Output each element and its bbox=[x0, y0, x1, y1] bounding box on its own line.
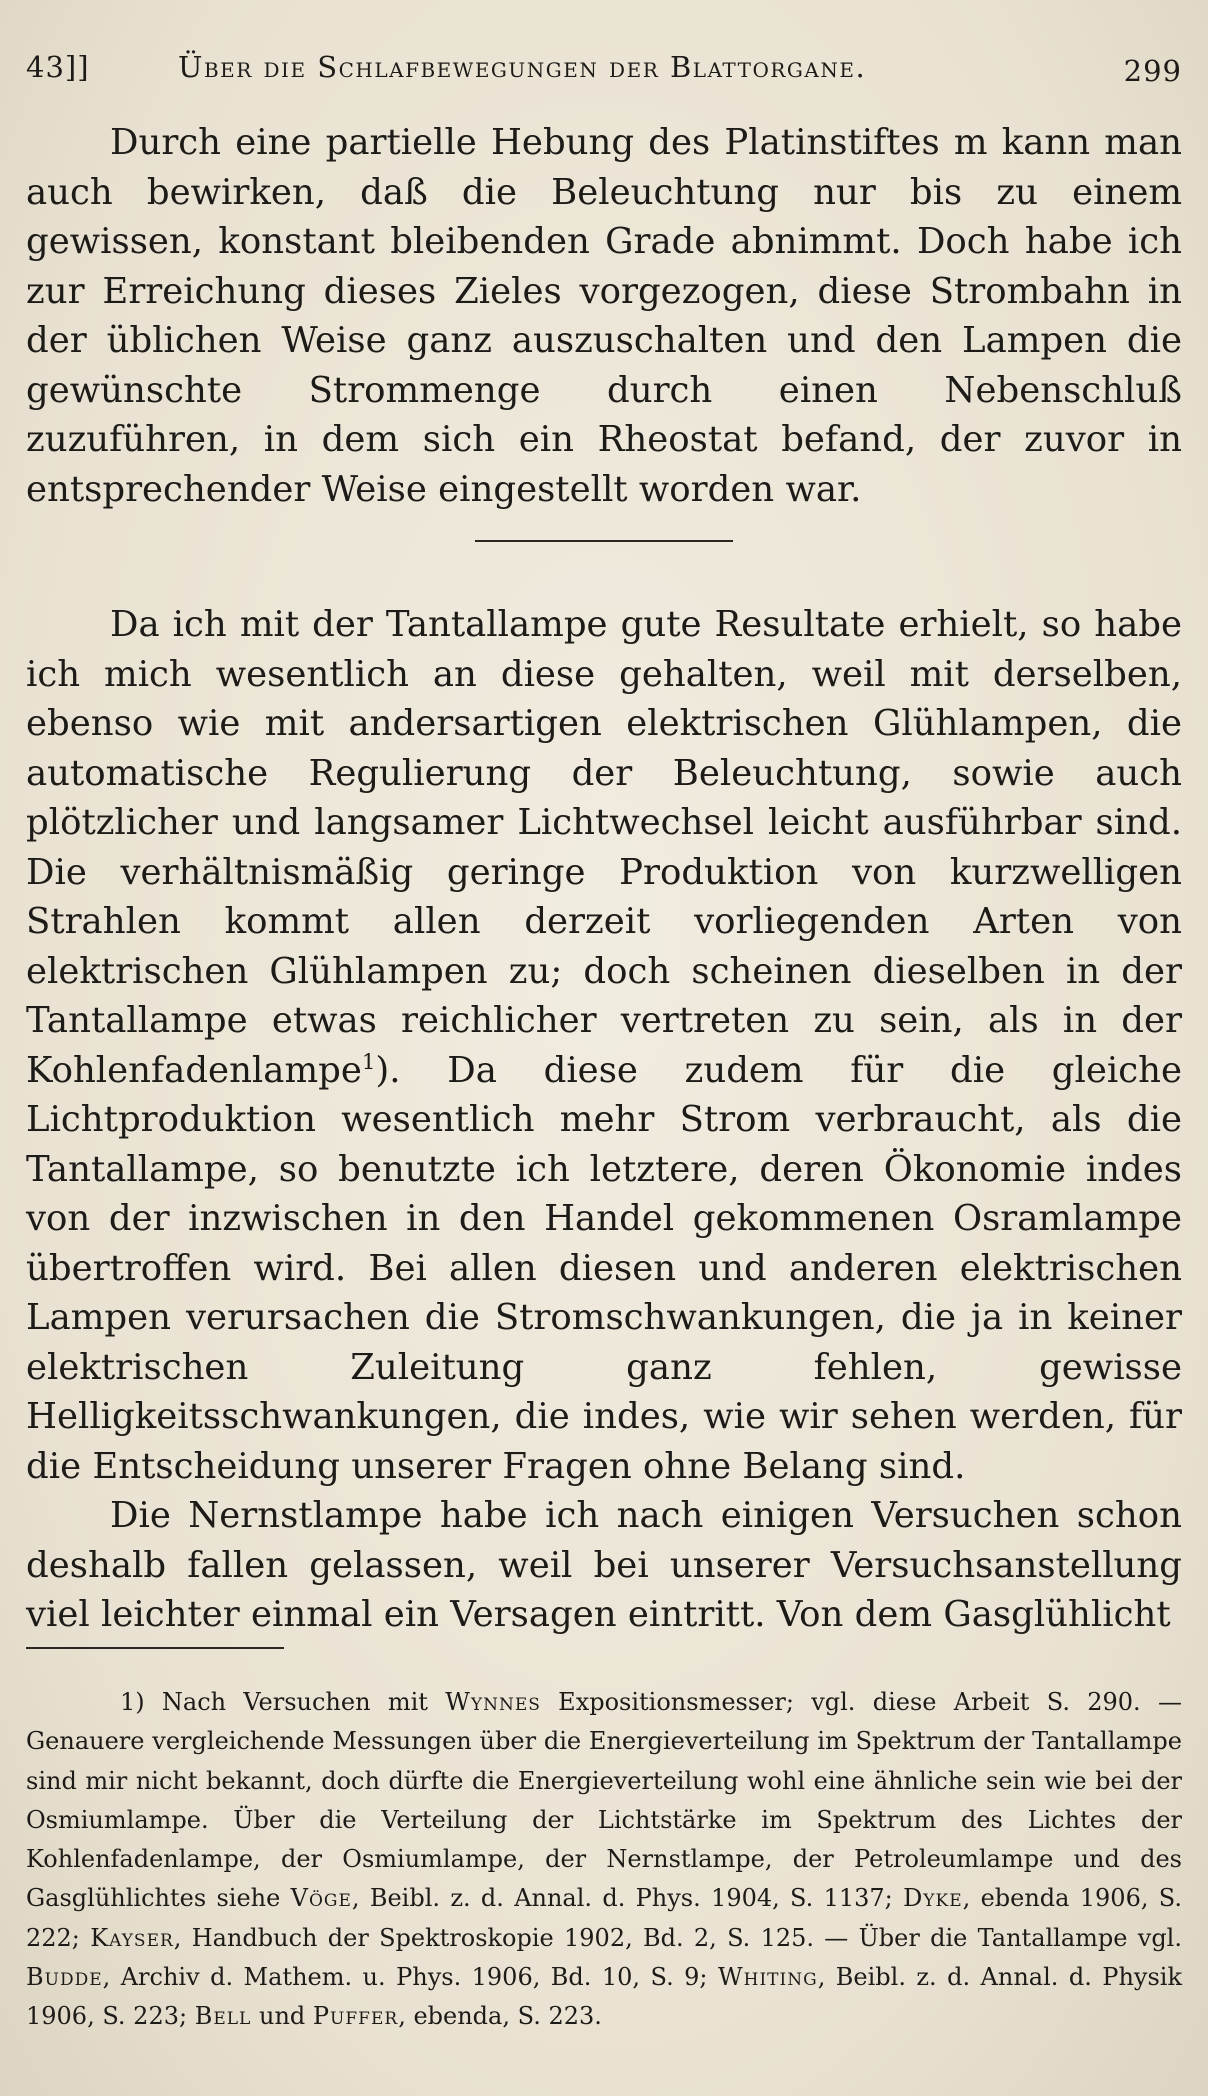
footnote-author-kayser: Kayser bbox=[90, 1923, 174, 1952]
footnote-text-6: , Archiv d. Mathem. u. Phys. 1906, Bd. 10, S. 9; bbox=[102, 1963, 708, 1992]
footnote-text-1: Nach Versuchen mit bbox=[161, 1688, 428, 1716]
page-number: 299 bbox=[1123, 54, 1182, 88]
footnote-author-whiting: Whiting bbox=[717, 1963, 818, 1992]
footnote-text-8: und bbox=[258, 2002, 306, 2031]
footnote-author-wynnes: Wynnes bbox=[445, 1688, 541, 1716]
footnote-rule bbox=[26, 1647, 284, 1649]
paragraph-3: Die Nernstlampe habe ich nach einigen Versuchen schon deshalb fallen gelassen, weil bei unserer Versuchsanstellung viel leichter einmal ein Versagen eintritt. Von dem Gasglühlicht bbox=[26, 1495, 1182, 1635]
footnote-author-bell: Bell bbox=[194, 2002, 252, 2031]
paragraph-1: Durch eine partielle Hebung des Platinstiftes m kann man auch bewirken, daß die Beleuchtung nur bis zu einem gewissen, konstant bleibenden Grade abnimmt. Doch habe ich zur Erreichung dieses Zieles vorgezogen, diese Strombahn in der üblichen Weise ganz auszuschalten und den Lampen die gewünschte Strommenge durch einen Nebenschluß zuzuführen, in dem sich ein Rheostat befand, der zuvor in entsprechender Weise eingestellt worden war. bbox=[26, 122, 1182, 510]
footnote-marker: 1 bbox=[361, 1049, 376, 1075]
footnote-author-voege: Vöge bbox=[290, 1884, 352, 1913]
footnote-text-4: , ebenda 1906, S. 222; bbox=[26, 1884, 1182, 1952]
footnote-author-budde: Budde bbox=[26, 1963, 103, 1992]
paragraph-2 bbox=[26, 600, 1182, 1491]
footnote-author-dyke: Dyke bbox=[903, 1884, 963, 1913]
footnote-text-7: , Beibl. z. d. Annal. d. Physik 1906, S. 223; bbox=[26, 1963, 1182, 2031]
paragraph-2-part-1: Da ich mit der Tantallampe gute Resultate erhielt, so habe ich mich wesentlich an diese gehalten, weil mit derselben, ebenso wie mit andersartigen elektrischen Glühlampen, die automatische Regulierung der Beleuchtung, sowie auch plötzlicher und langsamer Lichtwechsel leicht ausführbar sind. Die verhältnismäßig geringe Produktion von kurzwelligen Strahlen kommt allen derzeit vorliegenden Arten von elektrischen Glühlampen zu; doch scheinen dieselben in der Tantallampe etwas reichlicher vertreten zu sein, als in der Kohlenfadenlampe bbox=[26, 604, 1182, 1091]
footnote-number: 1) bbox=[120, 1688, 145, 1716]
running-head bbox=[26, 44, 1182, 88]
section-separator bbox=[475, 540, 733, 542]
footnote-text-9: , ebenda, S. 223. bbox=[398, 2002, 602, 2031]
footnote-text-5: , Handbuch der Spektroskopie 1902, Bd. 2, S. 125. — Über die Tantallampe vgl. bbox=[173, 1923, 1182, 1952]
paragraph-2-part-2: ). Da diese zudem für die gleiche Lichtproduktion wesentlich mehr Strom verbraucht, als die Tantallampe, so benutzte ich letztere, deren Ökonomie indes von der inzwischen in den Handel gekommenen Osramlampe übertroffen wird. Bei allen diesen und anderen elektrischen Lampen verursachen die Stromschwankungen, die ja in keiner elektrischen Zuleitung ganz fehlen, gewisse Helligkeitsschwankungen, die indes, wie wir sehen werden, für die Entscheidung unserer Fragen ohne Belang sind. bbox=[26, 1049, 1182, 1487]
section-reference: 43]] bbox=[26, 50, 90, 84]
body-text bbox=[26, 118, 1182, 1640]
footnote-author-puffer: Puffer bbox=[312, 2002, 399, 2031]
footnote-text-3: , Beibl. z. d. Annal. d. Phys. 1904, S. 1137; bbox=[351, 1884, 893, 1913]
footnote-text-2: Expositionsmesser; vgl. diese Arbeit S. 290. — Genauere vergleichende Messungen über die Energieverteilung im Spektrum der Tantallampe sind mir nicht bekannt, doch dürfte die Energieverteilung wohl eine ähnliche sein wie bei der Osmiumlampe. Über die Verteilung der Lichtstärke im Spektrum des Lichtes der Kohlenfadenlampe, der Osmiumlampe, der Nernstlampe, der Petroleumlampe und des Gasglühlichtes siehe bbox=[26, 1688, 1182, 1913]
running-title: Über die Schlafbewegungen der Blattorgane. bbox=[178, 50, 867, 84]
footnote bbox=[26, 1683, 1182, 2037]
